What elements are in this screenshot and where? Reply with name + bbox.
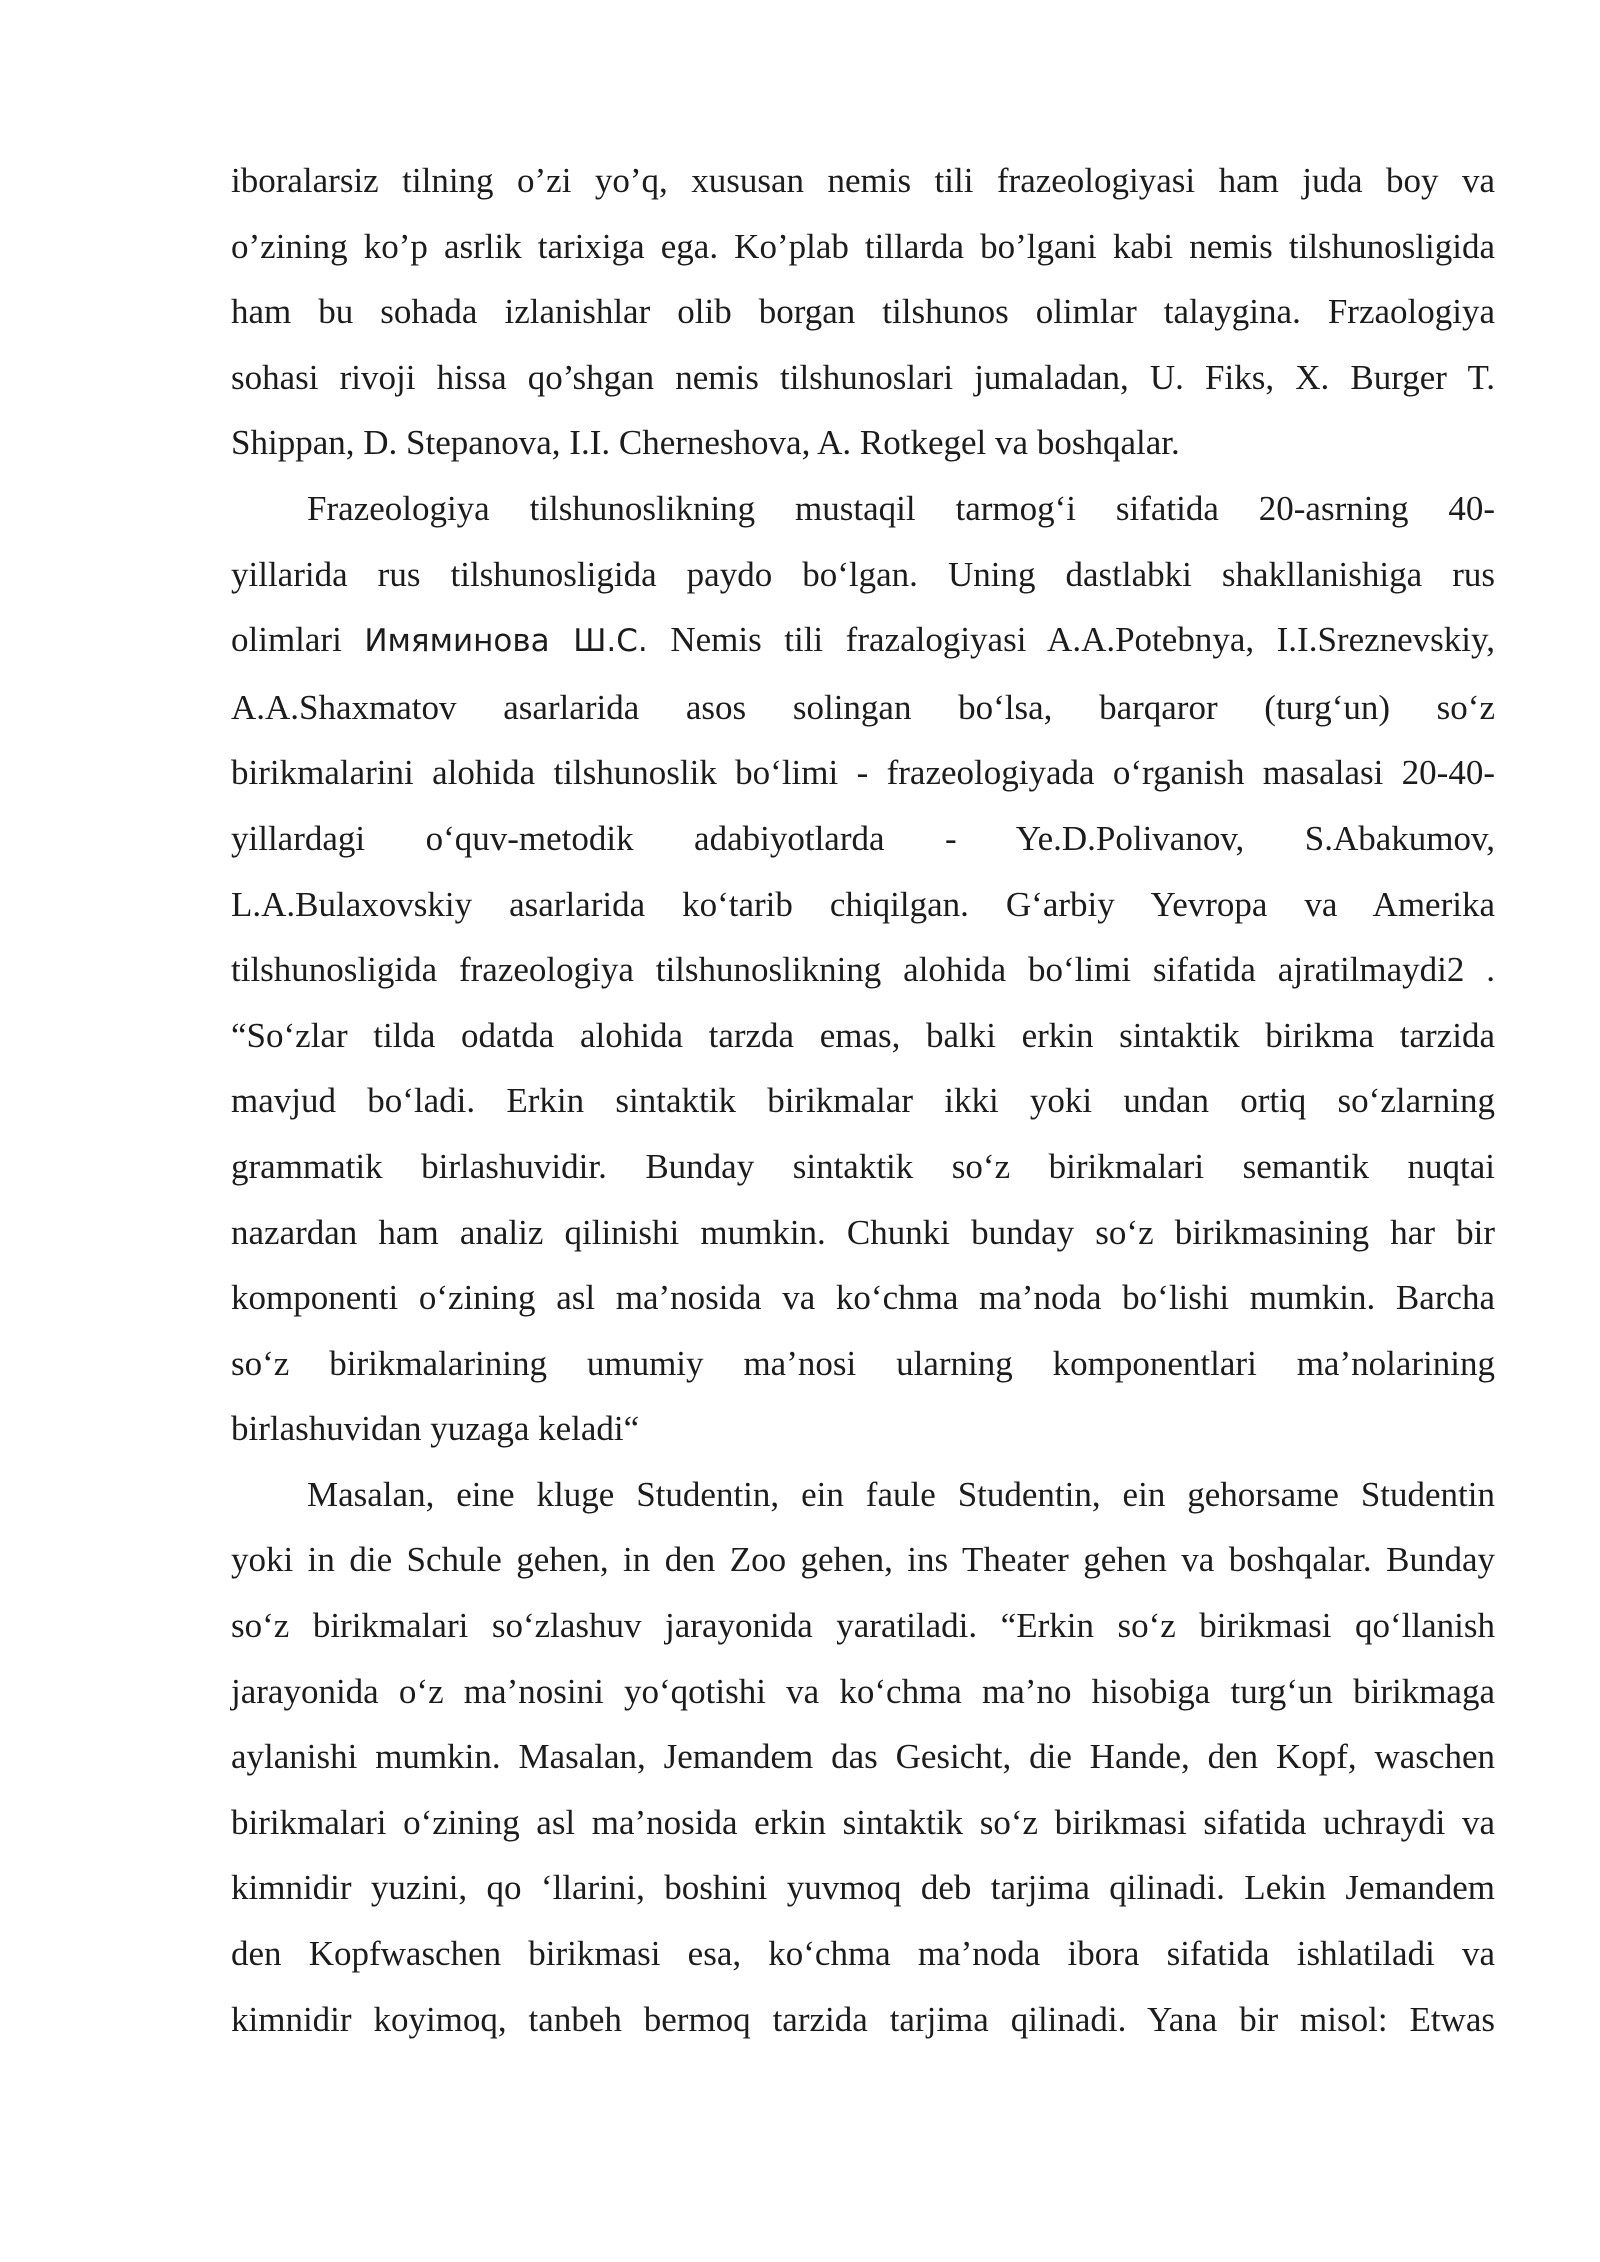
paragraph-1 (231, 148, 1495, 476)
text-line: o’zining ko’p asrlik tarixiga ega. Ko’plab tillarda bo’lgani kabi nemis tilshunosligida (231, 226, 1495, 266)
text-line: grammatik birlashuvidir. Bunday sintaktik so‘z birikmalari semantik nuqtai (231, 1146, 1495, 1186)
document-page (231, 148, 1495, 2052)
text-line: ham bu sohada izlanishlar olib borgan tilshunos olimlar talaygina. Frzaologiya (231, 292, 1495, 332)
text-segment: olimlari (231, 620, 365, 660)
text-line: Masalan, eine kluge Studentin, ein faule Studentin, ein gehorsame Studentin (307, 1474, 1495, 1514)
text-line: yoki in die Schule gehen, in den Zoo gehen, ins Theater gehen va boshqalar. Bunday (231, 1540, 1495, 1580)
text-line: komponenti o‘zining asl ma’nosida va ko‘chma ma’noda bo‘lishi mumkin. Barcha (231, 1278, 1495, 1318)
text-line: aylanishi mumkin. Masalan, Jemandem das Gesicht, die Hande, den Kopf, waschen (231, 1737, 1495, 1777)
text-line: so‘z birikmalarining umumiy ma’nosi ularning komponentlari ma’nolarining (231, 1343, 1495, 1383)
text-line: Frazeologiya tilshunoslikning mustaqil tarmog‘i sifatida 20-asrning 40- (307, 488, 1495, 528)
text-line: den Kopfwaschen birikmasi esa, ko‘chma ma’noda ibora sifatida ishlatiladi va (231, 1934, 1495, 1974)
text-line: birikmalarini alohida tilshunoslik bo‘limi - frazeologiyada o‘rganish masalasi 20-40- (231, 753, 1495, 793)
text-line: yillardagi o‘quv-metodik adabiyotlarda - Ye.D.Polivanov, S.Abakumov, (231, 818, 1495, 858)
text-line: “So‘zlar tilda odatda alohida tarzda emas, balki erkin sintaktik birikma tarzida (231, 1015, 1495, 1055)
text-segment: Nemis tili frazalogiyasi A.A.Potebnya, I.I.Sreznevskiy, (647, 620, 1495, 660)
text-line: tilshunosligida frazeologiya tilshunoslikning alohida bo‘limi sifatida ajratilmaydi2 . (231, 950, 1495, 990)
text-line: mavjud bo‘ladi. Erkin sintaktik birikmalar ikki yoki undan ortiq so‘zlarning (231, 1081, 1495, 1121)
paragraph-3 (231, 1462, 1495, 2052)
text-line: L.A.Bulaxovskiy asarlarida ko‘tarib chiqilgan. G‘arbiy Yevropa va Amerika (231, 884, 1495, 924)
text-line: sohasi rivoji hissa qo’shgan nemis tilshunoslari jumaladan, U. Fiks, X. Burger T. (231, 357, 1495, 397)
text-line: nazardan ham analiz qilinishi mumkin. Chunki bunday so‘z birikmasining har bir (231, 1212, 1495, 1252)
text-line: birlashuvidan yuzaga keladi“ (231, 1409, 640, 1449)
text-line: yillarida rus tilshunosligida paydo bo‘lgan. Uning dastlabki shakllanishiga rus (231, 554, 1495, 594)
text-line: A.A.Shaxmatov asarlarida asos solingan bo‘lsa, barqaror (turg‘un) so‘z (231, 687, 1495, 727)
text-line: iboralarsiz tilning o’zi yo’q, xususan nemis tili frazeologiyasi ham juda boy va (231, 161, 1495, 200)
text-line: Shippan, D. Stepanova, I.I. Cherneshova, A. Rotkegel va boshqalar. (231, 423, 1180, 463)
text-line: kimnidir yuzini, qo ‘llarini, boshini yuvmoq deb tarjima qilinadi. Lekin Jemandem (231, 1868, 1495, 1908)
text-line: so‘z birikmalari so‘zlashuv jarayonida yaratiladi. “Erkin so‘z birikmasi qo‘llanish (231, 1606, 1495, 1646)
text-line: birikmalari o‘zining asl ma’nosida erkin sintaktik so‘z birikmasi sifatida uchraydi va (231, 1802, 1495, 1842)
cyrillic-author-name: Имяминова Ш.С. (364, 623, 648, 660)
text-line: jarayonida o‘z ma’nosini yo‘qotishi va ko‘chma ma’no hisobiga turg‘un birikmaga (231, 1671, 1495, 1711)
text-line-mixed (231, 607, 1495, 675)
text-line: kimnidir koyimoq, tanbeh bermoq tarzida tarjima qilinadi. Yana bir misol: Etwas (231, 1999, 1495, 2039)
paragraph-2 (231, 476, 1495, 1462)
